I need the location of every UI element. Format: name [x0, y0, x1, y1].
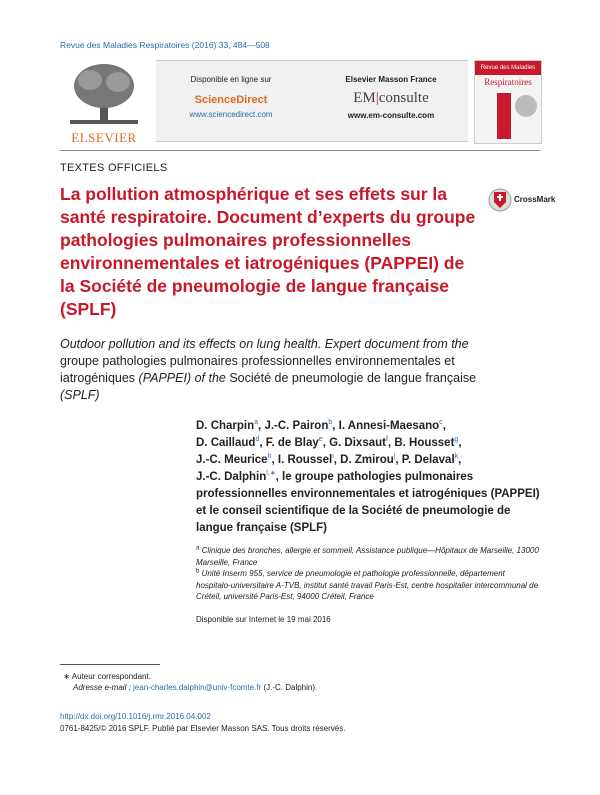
author-name: J.-C. Dalphin — [196, 471, 267, 483]
english-title-part6: (SPLF) — [60, 388, 100, 402]
cover-image — [515, 95, 537, 117]
author-affil-link[interactable]: i — [332, 453, 334, 461]
affiliation-a — [196, 545, 540, 568]
author-name: J.-C. Pairon — [264, 420, 329, 432]
author-name: D. Charpin — [196, 420, 255, 432]
english-title-part1: Outdoor pollution and its effects on lung health. Expert document from the — [60, 337, 469, 351]
author-affil-link[interactable]: a — [254, 419, 259, 427]
article-title: La pollution atmosphérique et ses effets sur la santé respiratoire. Document d’experts du groupe pathologies pulmonaires professionnelles environnementales et iatrogéniques (PAPPEI) de la Société de pneumologie de langue française (SPLF) — [60, 184, 476, 319]
online-availability: Disponible sur Internet le 19 mai 2016 — [196, 615, 331, 624]
sciencedirect-logo[interactable]: ScienceDirect — [194, 94, 268, 106]
affiliation-text: Clinique des bronches, allergie et sommeil, Assistance publique—Hôpitaux de Marseille, 13000 Marseille, France — [196, 546, 539, 567]
cover-title: Respiratoires — [484, 77, 532, 87]
emconsulte-logo-right: consulte — [378, 90, 429, 106]
author-name: I. Roussel — [277, 454, 333, 466]
emconsulte-link[interactable]: www.em-consulte.com — [347, 111, 435, 120]
author-affil-link[interactable]: l,∗ — [266, 470, 276, 478]
sciencedirect-label: Disponible en ligne sur — [190, 75, 272, 84]
elsevier-tree-icon — [60, 60, 148, 128]
journal-cover — [474, 60, 542, 144]
header-divider — [60, 150, 540, 151]
english-title — [60, 336, 540, 404]
author-affil-link[interactable]: f — [385, 436, 388, 444]
cover-band: Revue des Maladies — [475, 61, 541, 75]
author-affil-link[interactable]: j — [393, 453, 396, 461]
elsevier-logo — [60, 60, 148, 145]
affiliation-marker: b — [196, 568, 200, 575]
author-group: le groupe pathologies pulmonaires professionnelles environnementales et iatrogéniques (PAPPEI) et le conseil scientifique de la Société de pneumologie de langue française (SPLF) — [196, 471, 540, 534]
emconsulte-label: Elsevier Masson France — [345, 75, 437, 84]
email-note — [73, 682, 553, 693]
affiliation-marker: a — [196, 545, 200, 552]
author-affil-link[interactable]: e — [318, 436, 323, 444]
section-heading: TEXTES OFFICIELS — [60, 162, 168, 174]
author-affil-link[interactable]: h — [267, 453, 272, 461]
author-affil-link[interactable]: c — [439, 419, 443, 427]
english-title-part5: Société de pneumologie de langue française — [229, 371, 477, 385]
sciencedirect-block — [156, 75, 306, 119]
author-affil-link[interactable]: k — [454, 453, 459, 461]
author-name: G. Dixsaut — [329, 437, 386, 449]
email-label: Adresse e-mail : — [73, 683, 131, 692]
author-affil-link[interactable]: d — [255, 436, 260, 444]
footnote-divider — [60, 664, 160, 665]
author-affil-link[interactable]: b — [328, 419, 333, 427]
header-availability-panel — [156, 60, 468, 142]
emconsulte-block — [316, 75, 466, 120]
crossmark-badge[interactable] — [488, 188, 556, 216]
cover-strip — [497, 93, 511, 139]
author-name: I. Annesi-Maesano — [338, 420, 440, 432]
emconsulte-logo[interactable]: EM|consulte — [353, 90, 429, 106]
author-list: D. Charpin$^a$, J.-C. Pairon$^b$, I. Annesi-Maesano$^c$, D. Caillaud$^d$, F. de Blay$^e$, G. Dixsaut$^f$, B. Housset$^g$, J.-C. Meurice$^h$, I. Roussel$^i$, D. Zmirou$^j$, P. Delaval$^k$, J.-C. Dalphin$^{l,∗}$, le groupe pathologies pulmonaires professionnelles environnementales et iatrogéniques (PAPPEI) et le conseil scientifique de la Société de pneumologie de langue française (SPLF) — [196, 419, 540, 534]
author-name: B. Housset — [394, 437, 455, 449]
copyright-notice: 0761-8425/© 2016 SPLF. Publié par Elsevier Masson SAS. Tous droits réservés. — [60, 724, 346, 733]
author-name: P. Delaval — [401, 454, 455, 466]
affiliation-text: Unité Inserm 955, service de pneumologie et pathologie professionnelle, département hospitalo-universitaire A-TVB, institut santé travail Paris-Est, centre hospitalier intercommunal de Créteil, université Paris-Est, 94000 Créteil, France — [196, 569, 539, 601]
journal-reference[interactable]: Revue des Maladies Respiratoires (2016) 33, 484—508 — [60, 40, 270, 50]
author-affil-link[interactable]: g — [454, 436, 459, 444]
email-link[interactable]: jean-charles.dalphin@univ-fcomte.fr — [133, 683, 262, 692]
author-name: J.-C. Meurice — [196, 454, 268, 466]
corresponding-author-note — [60, 671, 540, 682]
sciencedirect-link[interactable]: www.sciencedirect.com — [189, 110, 273, 119]
doi-link[interactable]: http://dx.doi.org/10.1016/j.rmr.2016.04.002 — [60, 712, 211, 721]
english-title-part2: groupe pathologies pulmonaires professionnelles environnementales et — [60, 354, 455, 368]
english-title-part4: (PAPPEI) of the — [138, 371, 226, 385]
english-title-part3: iatrogéniques — [60, 371, 136, 385]
email-owner: (J.-C. Dalphin). — [263, 683, 318, 692]
crossmark-icon — [488, 188, 512, 212]
emconsulte-logo-left: EM — [353, 90, 376, 106]
author-name: D. Zmirou — [340, 454, 394, 466]
elsevier-wordmark: ELSEVIER — [71, 130, 137, 145]
footnote-marker: ∗ — [63, 672, 70, 681]
author-name: F. de Blay — [265, 437, 319, 449]
corresponding-label: Auteur correspondant. — [71, 672, 151, 681]
author-name: D. Caillaud — [196, 437, 256, 449]
affiliation-b — [196, 568, 540, 603]
crossmark-label: CrossMark — [514, 195, 556, 204]
